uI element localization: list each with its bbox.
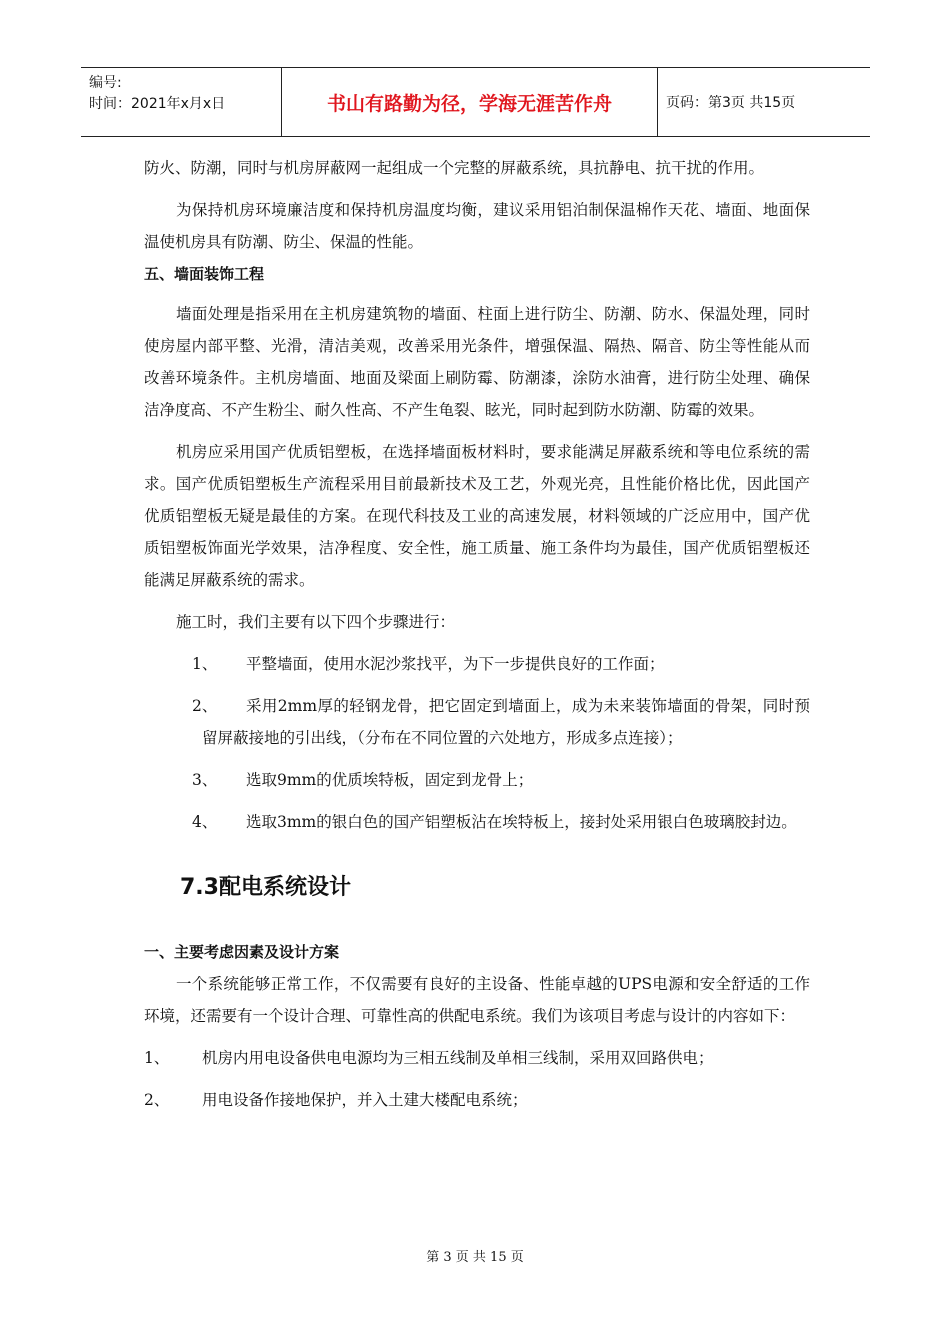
list-number: 1、 (192, 655, 218, 673)
list-text: 选取3mm的银白色的国产铝塑板沾在埃特板上，接封处采用银白色玻璃胶封边。 (246, 813, 797, 831)
list-item (144, 764, 810, 796)
doc-code-label: 编号: (89, 75, 122, 91)
header-motto: 书山有路勤为径，学海无涯苦作舟 (282, 68, 658, 136)
paragraph: 墙面处理是指采用在主机房建筑物的墙面、柱面上进行防尘、防潮、防水、保温处理，同时使房屋内部平整、光滑，清洁美观，改善采用光条件，增强保温、隔热、隔音、防尘等性能从而改善环境条件。主机房墙面、地面及梁面上刷防霉、防潮漆，涂防水油膏，进行防尘处理、确保洁净度高、不产生粉尘、耐久性高、不产生龟裂、眩光，同时起到防水防潮、防霉的效果。 (144, 305, 810, 419)
chapter-heading: 7.3配电系统设计 (180, 875, 351, 900)
list-number: 1、 (144, 1049, 170, 1067)
page-header (81, 67, 870, 137)
paragraph: 一个系统能够正常工作，不仅需要有良好的主设备、性能卓越的UPS电源和安全舒适的工作环境，还需要有一个设计合理、可靠性高的供配电系统。我们为该项目考虑与设计的内容如下： (144, 975, 810, 1025)
header-page-info: 页码：第3页 共15页 (666, 95, 796, 111)
list-item (144, 648, 810, 680)
list-item (144, 690, 810, 754)
section-heading: 五、墙面装饰工程 (144, 265, 265, 283)
paragraph: 施工时，我们主要有以下四个步骤进行： (176, 613, 456, 631)
list-item (144, 806, 810, 838)
list-text: 机房内用电设备供电电源均为三相五线制及单相三线制，采用双回路供电； (202, 1049, 714, 1067)
list-number: 4、 (192, 813, 218, 831)
list-text: 采用2mm厚的轻钢龙骨，把它固定到墙面上，成为未来装饰墙面的骨架，同时预留屏蔽接地的引出线，（分布在不同位置的六处地方，形成多点连接）； (202, 697, 810, 747)
list-number: 2、 (144, 1091, 170, 1109)
paragraph: 机房应采用国产优质铝塑板，在选择墙面板材料时，要求能满足屏蔽系统和等电位系统的需求。国产优质铝塑板生产流程采用目前最新技术及工艺，外观光亮，且性能价格比优，因此国产优质铝塑板无疑是最佳的方案。在现代科技及工业的高速发展，材料领域的广泛应用中，国产优质铝塑板饰面光学效果，洁净程度、安全性，施工质量、施工条件均为最佳，国产优质铝塑板还能满足屏蔽系统的需求。 (144, 443, 810, 589)
list-item (144, 1084, 810, 1116)
page-footer: 第 3 页 共 15 页 (426, 1250, 524, 1265)
list-text: 用电设备作接地保护，并入土建大楼配电系统； (202, 1091, 528, 1109)
paragraph: 防火、防潮，同时与机房屏蔽网一起组成一个完整的屏蔽系统，具抗静电、抗干扰的作用。 (144, 159, 765, 177)
section-heading: 一、主要考虑因素及设计方案 (144, 943, 340, 961)
document-body (144, 152, 810, 1116)
list-text: 平整墙面，使用水泥沙浆找平，为下一步提供良好的工作面； (246, 655, 665, 673)
list-number: 3、 (192, 771, 218, 789)
paragraph: 为保持机房环境廉洁度和保持机房温度均衡，建议采用铝泊制保温棉作天花、墙面、地面保温使机房具有防潮、防尘、保温的性能。 (144, 201, 810, 251)
header-meta (81, 68, 282, 136)
list-item (144, 1042, 810, 1074)
list-number: 2、 (192, 697, 218, 715)
doc-time-label: 时间：2021年x月x日 (89, 96, 226, 112)
list-text: 选取9mm的优质埃特板，固定到龙骨上； (246, 771, 534, 789)
